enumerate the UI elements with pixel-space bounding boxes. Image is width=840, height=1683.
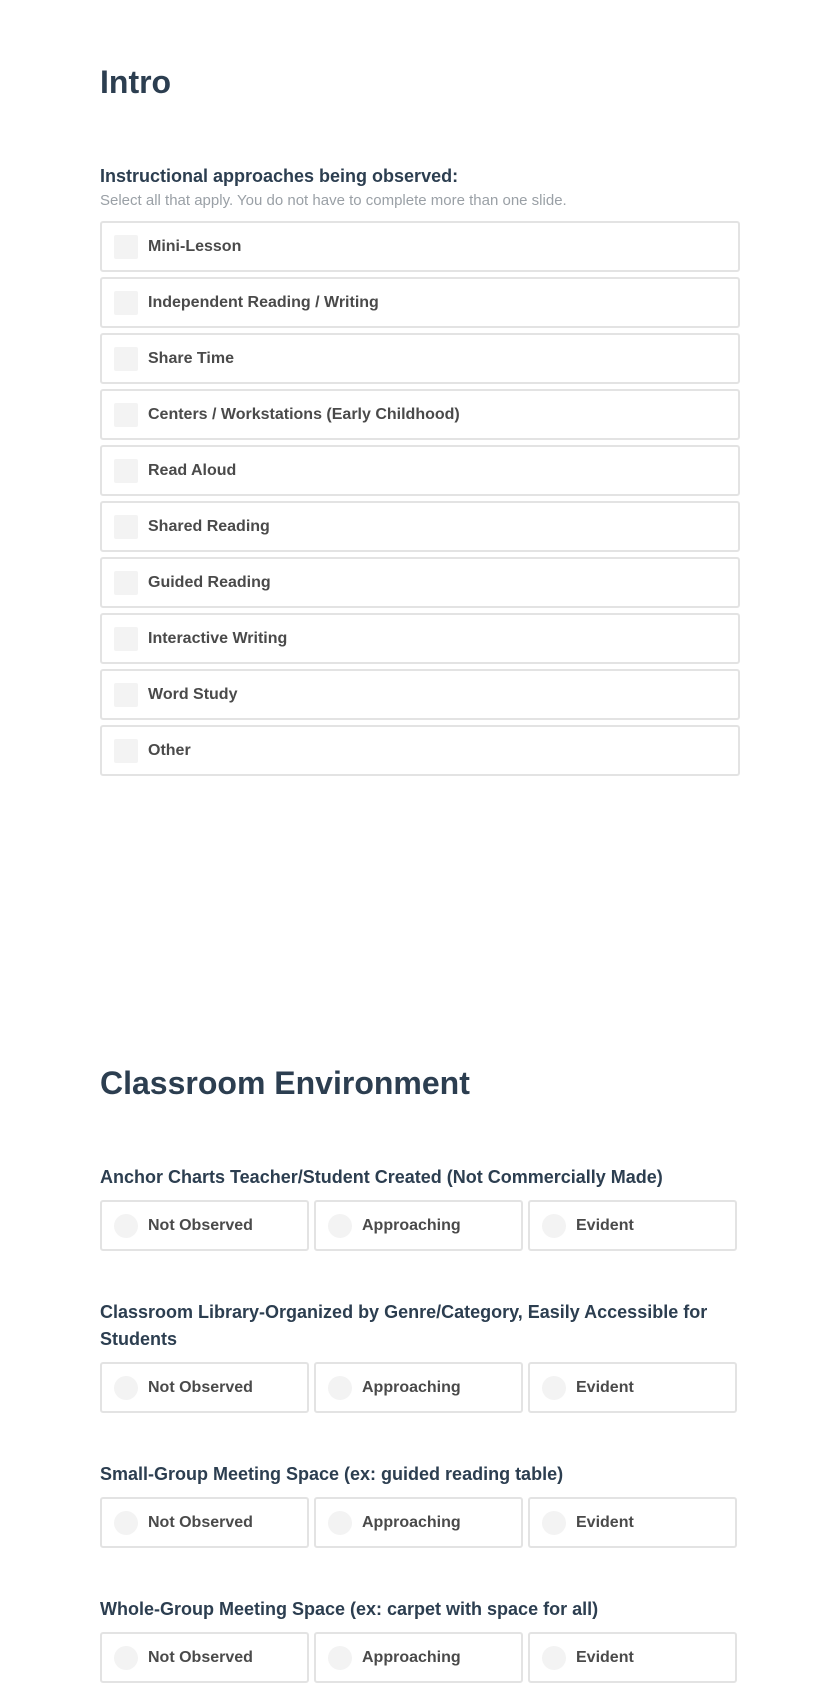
checkbox-option-label: Word Study [148, 685, 238, 703]
radio-circle[interactable] [114, 1376, 138, 1400]
radio-option-label: Evident [576, 1648, 634, 1666]
question-label-whole-group-space: Whole-Group Meeting Space (ex: carpet with space for all) [100, 1599, 599, 1619]
checkbox-box[interactable] [114, 571, 138, 595]
checkbox-option-read-aloud[interactable] [100, 445, 740, 496]
checkbox-box[interactable] [114, 403, 138, 427]
radio-option-not-observed[interactable] [100, 1200, 309, 1251]
rating-group-anchor-charts [100, 1200, 740, 1251]
radio-option-label: Not Observed [148, 1216, 253, 1234]
radio-option-label: Not Observed [148, 1648, 253, 1666]
checkbox-box[interactable] [114, 459, 138, 483]
radio-option-evident[interactable] [528, 1362, 737, 1413]
radio-option-not-observed[interactable] [100, 1632, 309, 1683]
radio-option-label: Not Observed [148, 1513, 253, 1531]
checkbox-box[interactable] [114, 235, 138, 259]
checkbox-box[interactable] [114, 347, 138, 371]
radio-circle[interactable] [542, 1214, 566, 1238]
checkbox-option-label: Independent Reading / Writing [148, 293, 379, 311]
section-title-classroom-environment: Classroom Environment [100, 1065, 470, 1101]
checkbox-box[interactable] [114, 291, 138, 315]
radio-circle[interactable] [328, 1214, 352, 1238]
checkbox-box[interactable] [114, 627, 138, 651]
radio-circle[interactable] [328, 1646, 352, 1670]
rating-group-classroom-library [100, 1362, 740, 1413]
rating-group-small-group-space [100, 1497, 740, 1548]
radio-option-label: Approaching [362, 1648, 461, 1666]
radio-circle[interactable] [328, 1511, 352, 1535]
radio-option-approaching[interactable] [314, 1200, 523, 1251]
radio-circle[interactable] [542, 1511, 566, 1535]
question-label-small-group-space: Small-Group Meeting Space (ex: guided reading table) [100, 1464, 564, 1484]
section-title-intro: Intro [100, 64, 172, 100]
checkbox-option-shared-reading[interactable] [100, 501, 740, 552]
checkbox-box[interactable] [114, 683, 138, 707]
checkbox-option-label: Other [148, 741, 191, 759]
checkbox-option-word-study[interactable] [100, 669, 740, 720]
question-label-anchor-charts: Anchor Charts Teacher/Student Created (Not Commercially Made) [100, 1167, 663, 1187]
checkbox-option-other[interactable] [100, 725, 740, 776]
question-label-instructional-approaches: Instructional approaches being observed: [100, 166, 459, 186]
question-label-classroom-library: Classroom Library-Organized by Genre/Category, Easily Accessible for Students [100, 1302, 708, 1349]
radio-option-label: Approaching [362, 1513, 461, 1531]
checkbox-option-interactive-writing[interactable] [100, 613, 740, 664]
checkbox-box[interactable] [114, 515, 138, 539]
radio-option-label: Evident [576, 1378, 634, 1396]
checkbox-option-label: Mini-Lesson [148, 237, 242, 255]
checkbox-option-mini-lesson[interactable] [100, 221, 740, 272]
checkbox-option-label: Interactive Writing [148, 629, 288, 647]
rating-group-whole-group-space [100, 1632, 740, 1683]
radio-option-not-observed[interactable] [100, 1362, 309, 1413]
radio-option-label: Approaching [362, 1378, 461, 1396]
radio-circle[interactable] [114, 1214, 138, 1238]
radio-option-approaching[interactable] [314, 1362, 523, 1413]
radio-option-label: Evident [576, 1513, 634, 1531]
checkbox-option-guided-reading[interactable] [100, 557, 740, 608]
checkbox-option-independent-reading-writing[interactable] [100, 277, 740, 328]
radio-option-evident[interactable] [528, 1200, 737, 1251]
radio-circle[interactable] [328, 1376, 352, 1400]
radio-option-evident[interactable] [528, 1497, 737, 1548]
radio-circle[interactable] [542, 1646, 566, 1670]
instructional-approaches-checklist [100, 221, 740, 781]
checkbox-box[interactable] [114, 739, 138, 763]
question-hint: Select all that apply. You do not have to complete more than one slide. [100, 192, 567, 209]
radio-circle[interactable] [542, 1376, 566, 1400]
radio-option-approaching[interactable] [314, 1497, 523, 1548]
radio-circle[interactable] [114, 1646, 138, 1670]
checkbox-option-label: Shared Reading [148, 517, 270, 535]
checkbox-option-label: Share Time [148, 349, 234, 367]
radio-circle[interactable] [114, 1511, 138, 1535]
checkbox-option-label: Guided Reading [148, 573, 271, 591]
checkbox-option-label: Read Aloud [148, 461, 237, 479]
checkbox-option-share-time[interactable] [100, 333, 740, 384]
checkbox-option-label: Centers / Workstations (Early Childhood) [148, 405, 460, 423]
radio-option-label: Evident [576, 1216, 634, 1234]
checkbox-option-centers-workstations[interactable] [100, 389, 740, 440]
radio-option-label: Not Observed [148, 1378, 253, 1396]
radio-option-not-observed[interactable] [100, 1497, 309, 1548]
radio-option-approaching[interactable] [314, 1632, 523, 1683]
radio-option-label: Approaching [362, 1216, 461, 1234]
radio-option-evident[interactable] [528, 1632, 737, 1683]
